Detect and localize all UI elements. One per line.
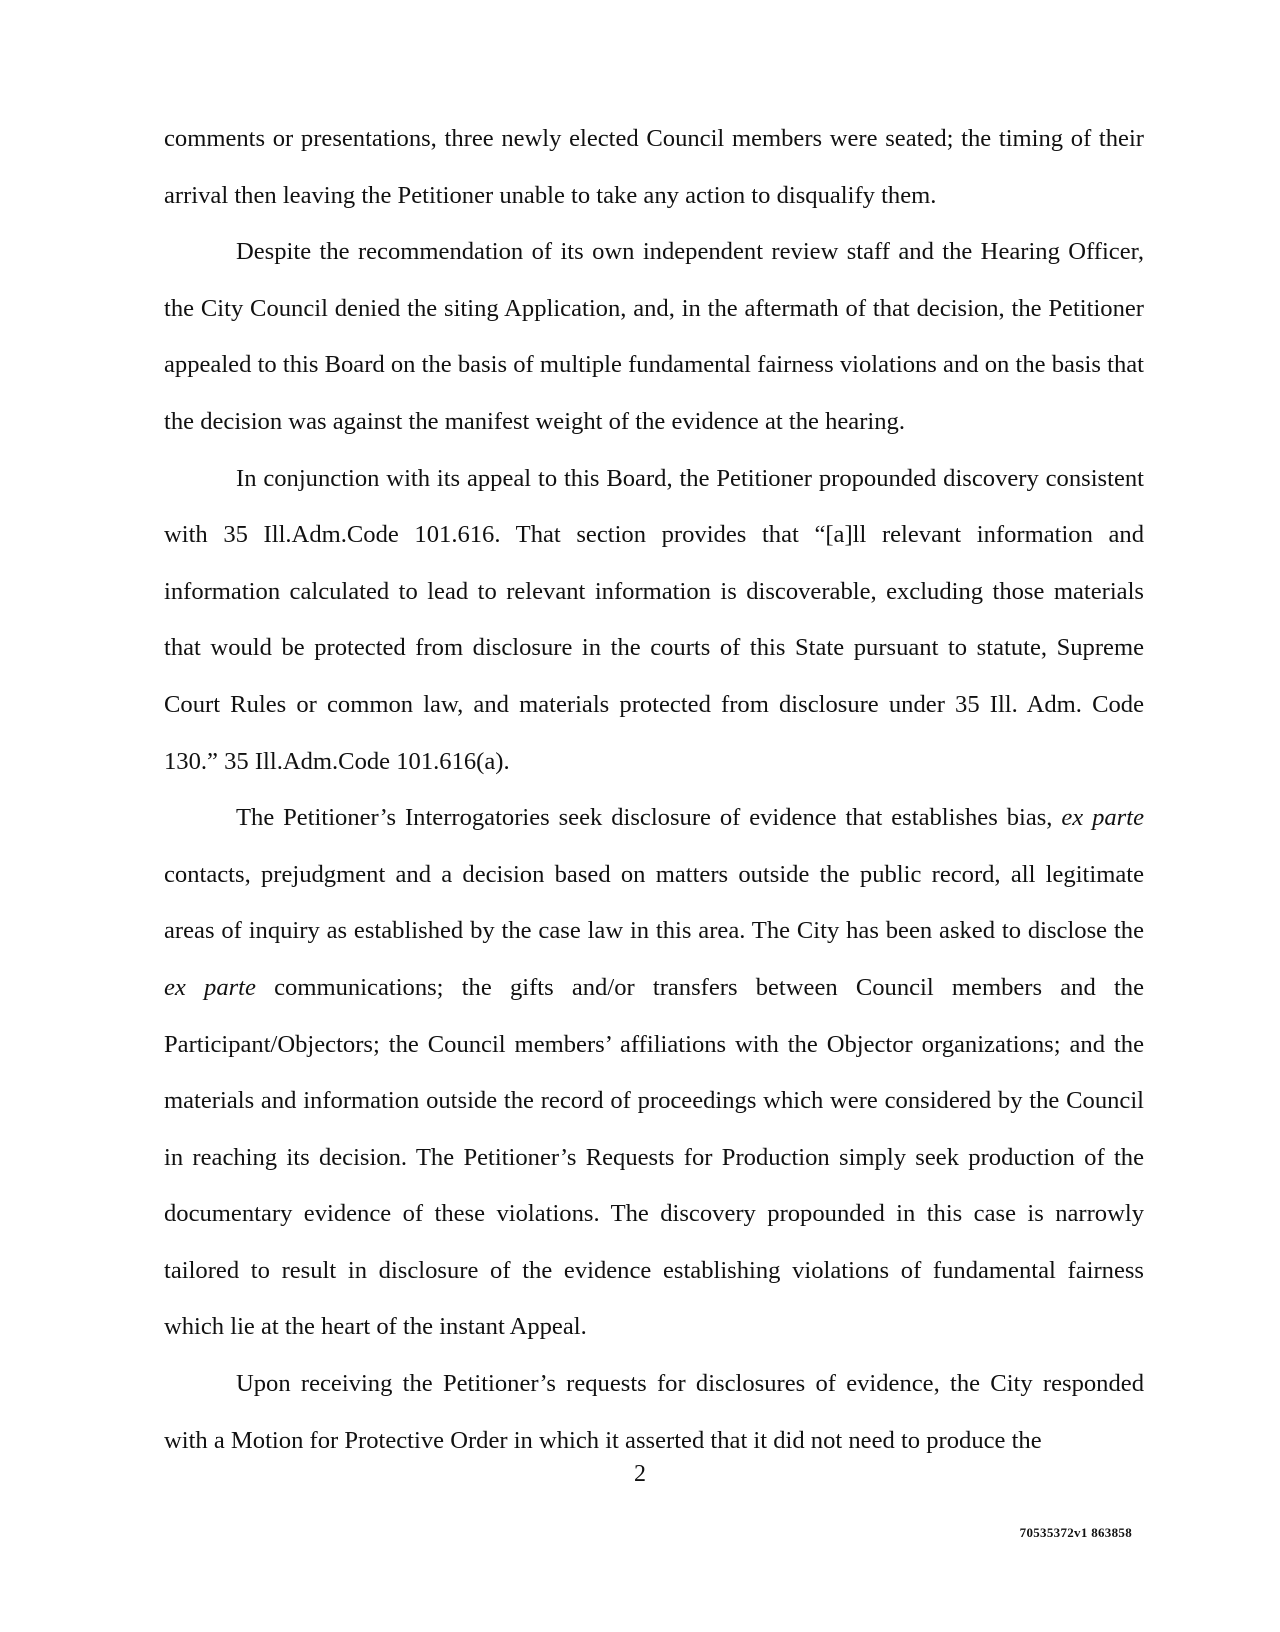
paragraph-text: comments or presentations, three newly elected Council members were seated; the timing of their arrival then leaving the Petitioner unable to take any action to disqualify them. (164, 125, 1144, 209)
italic-term: ex parte (1061, 804, 1144, 832)
paragraph-text: In conjunction with its appeal to this Board, the Petitioner propounded discovery consistent with 35 Ill.Adm.Code 101.616. That section provides that “[a]ll relevant information and information calculated to lead to relevant information is discoverable, excluding those materials that would be protected from disclosure in the courts of this State pursuant to statute, Supreme Court Rules or common law, and materials protected from disclosure under 35 Ill. Adm. Code 130.” 35 Ill.Adm.Code 101.616(a). (164, 464, 1144, 775)
paragraph-text: Upon receiving the Petitioner’s requests for disclosures of evidence, the City responded with a Motion for Protective Order in which it asserted that it did not need to produce the (164, 1370, 1144, 1454)
paragraph (164, 790, 1144, 1356)
italic-term: ex parte (164, 973, 256, 1001)
body-text (164, 111, 1144, 1469)
paragraph-text: contacts, prejudgment and a decision based on matters outside the public record, all legitimate areas of inquiry as established by the case law in this area. The City has been asked to disclose the (164, 860, 1144, 945)
paragraph (164, 451, 1144, 791)
paragraph-text: Despite the recommendation of its own independent review staff and the Hearing Officer, the City Council denied the siting Application, and, in the aftermath of that decision, the Petitioner appealed to this Board on the basis of multiple fundamental fairness violations and on the basis that the decision was against the manifest weight of the evidence at the hearing. (164, 238, 1144, 435)
paragraph-text: communications; the gifts and/or transfers between Council members and the Participant/Objectors; the Council members’ affiliations with the Objector organizations; and the materials and information outside the record of proceedings which were considered by the Council in reaching its decision. The Petitioner’s Requests for Production simply seek production of the documentary evidence of these violations. The discovery propounded in this case is narrowly tailored to result in disclosure of the evidence establishing violations of fundamental fairness which lie at the heart of the instant Appeal. (164, 973, 1144, 1341)
paragraph-text: The Petitioner’s Interrogatories seek disclosure of evidence that establishes bias, (236, 804, 1062, 832)
paragraph (164, 224, 1144, 450)
paragraph (164, 1356, 1144, 1469)
page-number: 2 (634, 1461, 646, 1487)
document-id: 70535372v1 863858 (1019, 1525, 1132, 1540)
paragraph (164, 111, 1144, 224)
